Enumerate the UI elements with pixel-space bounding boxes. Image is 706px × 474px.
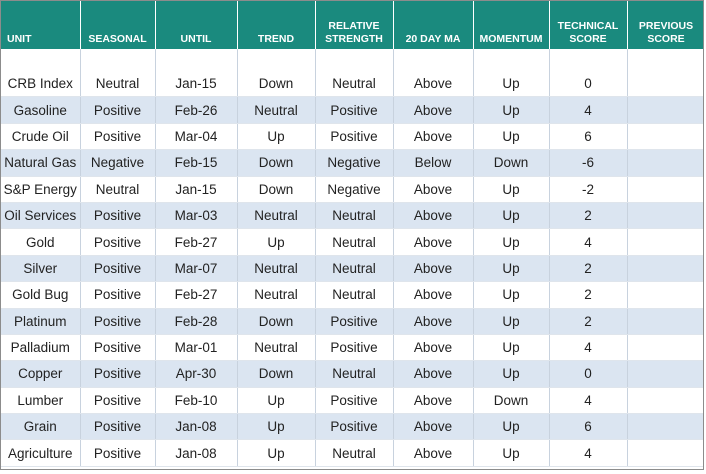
cell-seasonal: Positive	[80, 282, 155, 308]
cell-previous-score	[627, 71, 704, 97]
cell-technical-score: 4	[549, 440, 627, 466]
header-20-day-ma: 20 DAY MA	[393, 1, 473, 49]
cell-20-day-ma: Above	[393, 334, 473, 360]
cell-momentum: Up	[473, 176, 549, 202]
cell-until: Feb-15	[155, 150, 237, 176]
cell-momentum: Up	[473, 334, 549, 360]
cell-seasonal: Positive	[80, 440, 155, 466]
header-technical-score: TECHNICAL SCORE	[549, 1, 627, 49]
cell-seasonal: Positive	[80, 202, 155, 228]
cell-20-day-ma: Above	[393, 440, 473, 466]
cell-momentum: Down	[473, 150, 549, 176]
cell-relative-strength: Neutral	[315, 255, 393, 281]
cell-previous-score	[627, 440, 704, 466]
cell-trend: Neutral	[237, 97, 315, 123]
cell-20-day-ma: Above	[393, 387, 473, 413]
cell-20-day-ma: Above	[393, 361, 473, 387]
table-row	[1, 202, 704, 228]
table-row	[1, 71, 704, 97]
cell-momentum: Up	[473, 414, 549, 440]
cell-previous-score	[627, 255, 704, 281]
cell-momentum: Up	[473, 97, 549, 123]
cell-20-day-ma: Above	[393, 414, 473, 440]
table-row	[1, 387, 704, 413]
cell-unit: Crude Oil	[1, 123, 80, 149]
cell-technical-score: -6	[549, 150, 627, 176]
cell-unit: Gold	[1, 229, 80, 255]
cell-seasonal: Positive	[80, 387, 155, 413]
cell-previous-score	[627, 97, 704, 123]
cell-unit: S&P Energy	[1, 176, 80, 202]
table-row	[1, 123, 704, 149]
cell-unit: Platinum	[1, 308, 80, 334]
cell-trend: Up	[237, 123, 315, 149]
cell-seasonal: Positive	[80, 414, 155, 440]
cell-unit: Copper	[1, 361, 80, 387]
cell-trend: Up	[237, 440, 315, 466]
cell-20-day-ma: Above	[393, 255, 473, 281]
cell-trend: Neutral	[237, 282, 315, 308]
cell-technical-score: 0	[549, 71, 627, 97]
cell-seasonal: Positive	[80, 255, 155, 281]
cell-trend: Down	[237, 71, 315, 97]
cell-until: Feb-27	[155, 229, 237, 255]
cell-relative-strength: Neutral	[315, 440, 393, 466]
cell-unit: Gold Bug	[1, 282, 80, 308]
cell-relative-strength: Positive	[315, 334, 393, 360]
cell-previous-score	[627, 361, 704, 387]
cell-previous-score	[627, 334, 704, 360]
header-until: UNTIL	[155, 1, 237, 49]
cell-technical-score: 2	[549, 255, 627, 281]
table-row	[1, 334, 704, 360]
cell-relative-strength: Positive	[315, 387, 393, 413]
cell-trend: Down	[237, 361, 315, 387]
cell-unit: CRB Index	[1, 71, 80, 97]
cell-seasonal: Neutral	[80, 71, 155, 97]
cell-until: Mar-01	[155, 334, 237, 360]
cell-20-day-ma: Above	[393, 308, 473, 334]
cell-previous-score	[627, 150, 704, 176]
cell-technical-score: 2	[549, 308, 627, 334]
cell-until: Mar-07	[155, 255, 237, 281]
cell-momentum: Up	[473, 255, 549, 281]
cell-20-day-ma: Above	[393, 97, 473, 123]
cell-momentum: Up	[473, 440, 549, 466]
cell-trend: Neutral	[237, 202, 315, 228]
cell-unit: Natural Gas	[1, 150, 80, 176]
cell-seasonal: Positive	[80, 123, 155, 149]
cell-unit: Oil Services	[1, 202, 80, 228]
header-row	[1, 1, 704, 49]
cell-technical-score: 4	[549, 97, 627, 123]
header-momentum: MOMENTUM	[473, 1, 549, 49]
cell-unit: Grain	[1, 414, 80, 440]
cell-relative-strength: Negative	[315, 150, 393, 176]
cell-unit: Palladium	[1, 334, 80, 360]
cell-trend: Up	[237, 414, 315, 440]
cell-until: Feb-26	[155, 97, 237, 123]
table-row	[1, 361, 704, 387]
cell-until: Apr-30	[155, 361, 237, 387]
cell-relative-strength: Positive	[315, 123, 393, 149]
cell-previous-score	[627, 308, 704, 334]
cell-until: Mar-03	[155, 202, 237, 228]
cell-relative-strength: Negative	[315, 176, 393, 202]
cell-momentum: Up	[473, 308, 549, 334]
table-row	[1, 440, 704, 466]
cell-previous-score	[627, 282, 704, 308]
cell-20-day-ma: Above	[393, 282, 473, 308]
cell-until: Jan-08	[155, 414, 237, 440]
cell-technical-score: 6	[549, 414, 627, 440]
cell-relative-strength: Positive	[315, 97, 393, 123]
cell-seasonal: Positive	[80, 308, 155, 334]
cell-seasonal: Positive	[80, 229, 155, 255]
cell-trend: Up	[237, 229, 315, 255]
cell-relative-strength: Positive	[315, 414, 393, 440]
table-row	[1, 97, 704, 123]
cell-technical-score: 2	[549, 282, 627, 308]
cell-unit: Agriculture	[1, 440, 80, 466]
cell-technical-score: 6	[549, 123, 627, 149]
cell-technical-score: -2	[549, 176, 627, 202]
cell-relative-strength: Neutral	[315, 282, 393, 308]
cell-trend: Down	[237, 150, 315, 176]
cell-trend: Up	[237, 387, 315, 413]
table-row	[1, 176, 704, 202]
cell-until: Jan-15	[155, 176, 237, 202]
table-row	[1, 414, 704, 440]
cell-previous-score	[627, 414, 704, 440]
cell-relative-strength: Neutral	[315, 202, 393, 228]
cell-20-day-ma: Above	[393, 176, 473, 202]
header-trend: TREND	[237, 1, 315, 49]
cell-previous-score	[627, 123, 704, 149]
cell-momentum: Up	[473, 71, 549, 97]
cell-momentum: Up	[473, 282, 549, 308]
cell-until: Jan-15	[155, 71, 237, 97]
cell-relative-strength: Neutral	[315, 229, 393, 255]
header-relative-strength: RELATIVE STRENGTH	[315, 1, 393, 49]
table-row	[1, 255, 704, 281]
cell-trend: Neutral	[237, 255, 315, 281]
cell-seasonal: Positive	[80, 97, 155, 123]
cell-momentum: Up	[473, 361, 549, 387]
cell-relative-strength: Positive	[315, 308, 393, 334]
cell-trend: Down	[237, 308, 315, 334]
cell-seasonal: Negative	[80, 150, 155, 176]
cell-previous-score	[627, 176, 704, 202]
cell-20-day-ma: Above	[393, 229, 473, 255]
cell-previous-score	[627, 229, 704, 255]
cell-20-day-ma: Below	[393, 150, 473, 176]
cell-previous-score	[627, 202, 704, 228]
cell-until: Feb-10	[155, 387, 237, 413]
cell-momentum: Up	[473, 123, 549, 149]
cell-momentum: Up	[473, 202, 549, 228]
table-row	[1, 308, 704, 334]
cell-relative-strength: Neutral	[315, 361, 393, 387]
cell-technical-score: 4	[549, 229, 627, 255]
cell-trend: Neutral	[237, 334, 315, 360]
header-unit: UNIT	[1, 1, 80, 49]
cell-until: Feb-28	[155, 308, 237, 334]
cell-until: Feb-27	[155, 282, 237, 308]
cell-technical-score: 4	[549, 387, 627, 413]
cell-until: Mar-04	[155, 123, 237, 149]
cell-momentum: Down	[473, 387, 549, 413]
cell-20-day-ma: Above	[393, 123, 473, 149]
cell-seasonal: Neutral	[80, 176, 155, 202]
cell-seasonal: Positive	[80, 361, 155, 387]
technical-score-table	[1, 1, 704, 467]
cell-technical-score: 2	[549, 202, 627, 228]
cell-relative-strength: Neutral	[315, 71, 393, 97]
cell-unit: Silver	[1, 255, 80, 281]
table-row	[1, 229, 704, 255]
cell-20-day-ma: Above	[393, 71, 473, 97]
cell-20-day-ma: Above	[393, 202, 473, 228]
table-row	[1, 282, 704, 308]
cell-trend: Down	[237, 176, 315, 202]
spacer-row	[1, 49, 704, 71]
cell-technical-score: 0	[549, 361, 627, 387]
cell-unit: Lumber	[1, 387, 80, 413]
cell-unit: Gasoline	[1, 97, 80, 123]
header-previous-score: PREVIOUS SCORE	[627, 1, 704, 49]
table-row	[1, 150, 704, 176]
cell-momentum: Up	[473, 229, 549, 255]
cell-technical-score: 4	[549, 334, 627, 360]
cell-previous-score	[627, 387, 704, 413]
header-seasonal: SEASONAL	[80, 1, 155, 49]
cell-seasonal: Positive	[80, 334, 155, 360]
cell-until: Jan-08	[155, 440, 237, 466]
